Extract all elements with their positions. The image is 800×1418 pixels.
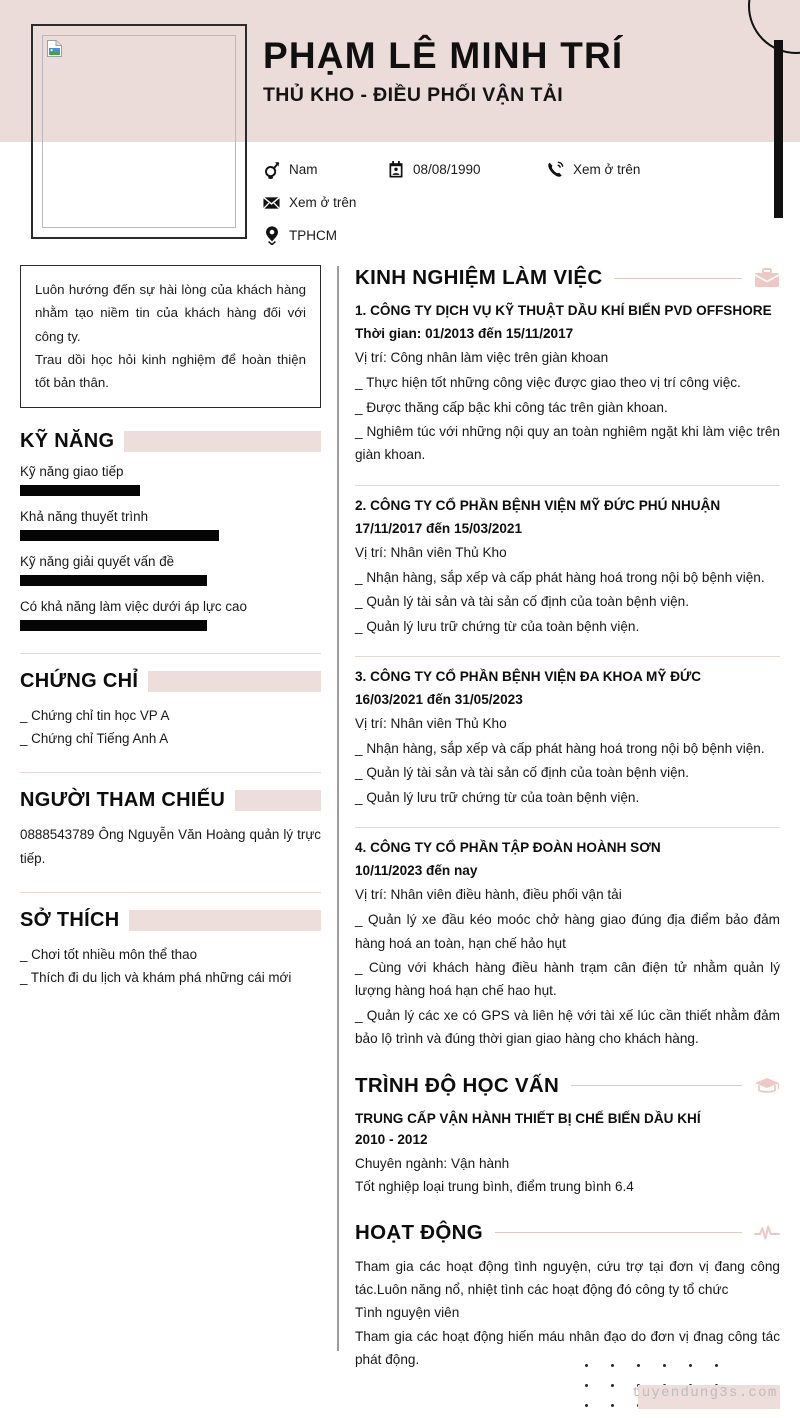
skills-header <box>20 430 321 453</box>
certificates-list <box>20 704 321 750</box>
dot <box>715 1364 718 1367</box>
skills-title: KỸ NĂNG <box>20 430 115 453</box>
activities-line: Tình nguyện viên <box>355 1305 460 1321</box>
skill-bar-track <box>20 485 321 496</box>
phone-icon <box>547 160 564 179</box>
job-bullet: _ Quản lý tài sản và tài sản cố định của toàn bệnh viện. <box>355 765 690 781</box>
skill-label: Kỹ năng giao tiếp <box>20 464 124 480</box>
skill-item <box>20 509 321 541</box>
job-bullet: _ Nghiêm túc với những nội quy an toàn nghiêm ngặt khi làm việc trên giàn khoan. <box>355 423 780 463</box>
skill-item <box>20 599 321 631</box>
job-time: 16/03/2021 đến 31/05/2023 <box>355 691 523 707</box>
skills-list <box>20 464 321 631</box>
certificates-divider <box>20 653 321 654</box>
dot <box>689 1364 692 1367</box>
reference-header <box>20 789 321 812</box>
dot <box>585 1384 588 1387</box>
skill-label: Có khả năng làm việc dưới áp lực cao <box>20 599 247 615</box>
experience-title: KINH NGHIỆM LÀM VIỆC <box>355 266 603 289</box>
job-company: 4. CÔNG TY CỔ PHẦN TẬP ĐOÀN HOÀNH SƠN <box>355 840 661 856</box>
hobbies-list <box>20 943 321 989</box>
dot <box>585 1364 588 1367</box>
section-certificates <box>20 653 321 750</box>
dot <box>663 1364 666 1367</box>
experience-item <box>355 837 780 1059</box>
list-item: _ Chơi tốt nhiều môn thể thao <box>20 947 198 963</box>
job-bullet: _ Quản lý lưu trữ chứng từ của toàn bệnh viện. <box>355 618 640 634</box>
main-content <box>355 266 780 1372</box>
job-time: 10/11/2023 đến nay <box>355 863 478 879</box>
job-bullet: _ Nhận hàng, sắp xếp và cấp phát hàng hoá trong nội bộ bệnh viện. <box>355 741 765 757</box>
job-separator <box>355 656 780 657</box>
skill-label: Khả năng thuyết trình <box>20 509 149 525</box>
section-activities <box>355 1221 780 1372</box>
certificates-title-highlight <box>148 671 321 692</box>
job-company: 2. CÔNG TY CỔ PHẦN BỆNH VIỆN MỸ ĐỨC PHÚ NHUẬN <box>355 497 721 513</box>
section-education <box>355 1074 780 1199</box>
experience-header <box>355 266 780 290</box>
calendar-icon <box>387 160 404 179</box>
education-title: TRÌNH ĐỘ HỌC VẤN <box>355 1073 560 1097</box>
section-reference <box>20 772 321 870</box>
list-item: _ Chứng chỉ Tiếng Anh A <box>20 731 169 747</box>
envelope-icon <box>263 193 280 212</box>
reference-divider <box>20 772 321 773</box>
map-pin-icon <box>263 226 280 245</box>
education-major: Chuyên ngành: Vận hành <box>355 1156 510 1172</box>
skills-title-highlight <box>124 431 321 452</box>
hobbies-title: SỞ THÍCH <box>20 909 120 932</box>
activities-header <box>355 1221 780 1245</box>
contact-row-1 <box>263 153 763 186</box>
skill-item <box>20 464 321 496</box>
job-company: 1. CÔNG TY DỊCH VỤ KỸ THUẬT DẦU KHÍ BIỂN PVD OFFSHORE <box>355 303 772 318</box>
skill-bar-track <box>20 575 321 586</box>
job-position: Vị trí: Nhân viên điều hành, điều phối vận tải <box>355 887 622 903</box>
contact-email <box>263 193 356 212</box>
page-title: PHẠM LÊ MINH TRÍ <box>263 35 624 76</box>
contact-dob-value: 08/08/1990 <box>413 162 481 177</box>
reference-text: 0888543789 Ông Nguyễn Văn Hoàng quản lý trực tiếp. <box>20 827 321 866</box>
certificates-header <box>20 670 321 693</box>
column-divider <box>337 266 339 1351</box>
experience-item <box>355 666 780 818</box>
graduation-cap-icon <box>754 1075 780 1097</box>
activities-line: Tham gia các hoạt động hiến máu nhân đạo do đơn vị đnag công tác phát động. <box>355 1328 780 1368</box>
education-rule <box>571 1085 742 1086</box>
heartbeat-icon <box>754 1222 780 1244</box>
name-block <box>263 36 733 107</box>
gender-icon <box>263 160 280 179</box>
skill-bar-fill <box>20 530 219 541</box>
skill-bar-fill <box>20 620 207 631</box>
list-item: _ Thích đi du lịch và khám phá những cái mới <box>20 970 292 986</box>
job-position: Vị trí: Nhân viên Thủ Kho <box>355 544 507 560</box>
dot <box>637 1364 640 1367</box>
job-bullet: _ Quản lý tài sản và tài sản cố định của toàn bệnh viện. <box>355 594 690 610</box>
dot <box>611 1364 614 1367</box>
contact-gender-label: Nam <box>289 162 318 177</box>
hobbies-header <box>20 909 321 932</box>
skill-bar-track <box>20 530 321 541</box>
contact-location <box>263 226 337 245</box>
reference-title: NGƯỜI THAM CHIẾU <box>20 789 226 812</box>
job-time: 17/11/2017 đến 15/03/2021 <box>355 520 523 536</box>
sidebar <box>20 265 321 989</box>
job-bullet: _ Cùng với khách hàng điều hành trạm cân điện tử nhằm quản lý lượng hàng hoá hạn chế hao hụt. <box>355 960 780 999</box>
job-time: Thời gian: 01/2013 đến 15/11/2017 <box>355 326 574 342</box>
certificates-title: CHỨNG CHỈ <box>20 670 139 693</box>
contact-row-3 <box>263 219 763 252</box>
skill-bar-fill <box>20 575 207 586</box>
profile-photo-inner-border <box>42 35 236 228</box>
job-separator <box>355 485 780 486</box>
objective-box <box>20 265 321 408</box>
reference-title-highlight <box>235 790 321 811</box>
dot <box>611 1384 614 1387</box>
job-bullet: _ Được thăng cấp bậc khi công tác trên giàn khoan. <box>355 399 668 415</box>
job-bullet: _ Quản lý lưu trữ chứng từ của toàn bệnh viện. <box>355 789 640 805</box>
contact-block <box>263 153 763 252</box>
briefcase-icon <box>754 267 780 289</box>
broken-image-icon <box>47 40 62 57</box>
watermark-text: tuyendung3s.com <box>632 1385 778 1401</box>
skill-label: Kỹ năng giải quyết vấn đề <box>20 554 175 570</box>
skill-item <box>20 554 321 586</box>
job-bullet: _ Quản lý các xe có GPS và liên hệ với tài xế lúc cần thiết nhằm đảm bảo lộ trình và đúng thời gian giao hàng cho khách hàng. <box>355 1007 780 1047</box>
contact-gender <box>263 160 387 179</box>
contact-phone-value: Xem ở trên <box>573 162 641 177</box>
job-bullet: _ Nhận hàng, sắp xếp và cấp phát hàng hoá trong nội bộ bệnh viện. <box>355 569 765 585</box>
experience-item <box>355 300 780 476</box>
dot <box>585 1404 588 1407</box>
hobbies-title-highlight <box>129 910 321 931</box>
section-hobbies <box>20 892 321 989</box>
activities-line: Tham gia các hoạt động tình nguyện, cứu trợ tại đơn vị đang công tác.Luôn năng nổ, nhiệt tình các hoạt động đó công ty tổ chức <box>355 1258 780 1298</box>
decorative-vertical-bar <box>774 40 783 218</box>
job-bullet: _ Quản lý xe đầu kéo moóc chở hàng giao đúng địa điểm bảo đảm hàng hoá an toàn, hạn chế hảo hụt <box>355 912 780 951</box>
education-result: Tốt nghiệp loại trung bình, điểm trung bình 6.4 <box>355 1178 634 1194</box>
objective-text: Luôn hướng đến sự hài lòng của khách hàng nhằm tạo niềm tin của khách hàng đối với công ty. Trau dồi học hỏi kinh nghiệm để hoàn thiện tốt bản thân. <box>35 282 306 391</box>
contact-row-2 <box>263 186 763 219</box>
section-experience <box>355 266 780 1060</box>
job-bullet: _ Thực hiện tốt những công việc được giao theo vị trí công việc. <box>355 375 741 391</box>
education-years: 2010 - 2012 <box>355 1132 428 1148</box>
contact-location-value: TPHCM <box>289 228 337 243</box>
skill-bar-track <box>20 620 321 631</box>
skill-bar-fill <box>20 485 140 496</box>
watermark <box>585 1358 780 1410</box>
job-position: Vị trí: Công nhân làm việc trên giàn khoan <box>355 350 609 366</box>
job-separator <box>355 827 780 828</box>
education-header <box>355 1074 780 1098</box>
dot <box>611 1404 614 1407</box>
contact-dob <box>387 160 547 179</box>
job-title-subtitle: THỦ KHO - ĐIỀU PHỐI VẬN TẢI <box>263 83 564 106</box>
activities-title: HOẠT ĐỘNG <box>355 1220 483 1244</box>
experience-rule <box>614 278 742 279</box>
experience-item <box>355 495 780 647</box>
job-company: 3. CÔNG TY CỔ PHẦN BỆNH VIỆN ĐA KHOA MỸ ĐỨC <box>355 668 702 684</box>
contact-phone <box>547 160 640 179</box>
hobbies-divider <box>20 892 321 893</box>
section-skills <box>20 430 321 631</box>
list-item: _ Chứng chỉ tin học VP A <box>20 708 170 724</box>
profile-photo-frame <box>31 24 247 239</box>
activities-rule <box>495 1232 742 1233</box>
contact-email-value: Xem ở trên <box>289 195 357 210</box>
education-school: TRUNG CẤP VẬN HÀNH THIẾT BỊ CHẾ BIẾN DẦU KHÍ <box>355 1110 701 1126</box>
job-position: Vị trí: Nhân viên Thủ Kho <box>355 716 507 732</box>
